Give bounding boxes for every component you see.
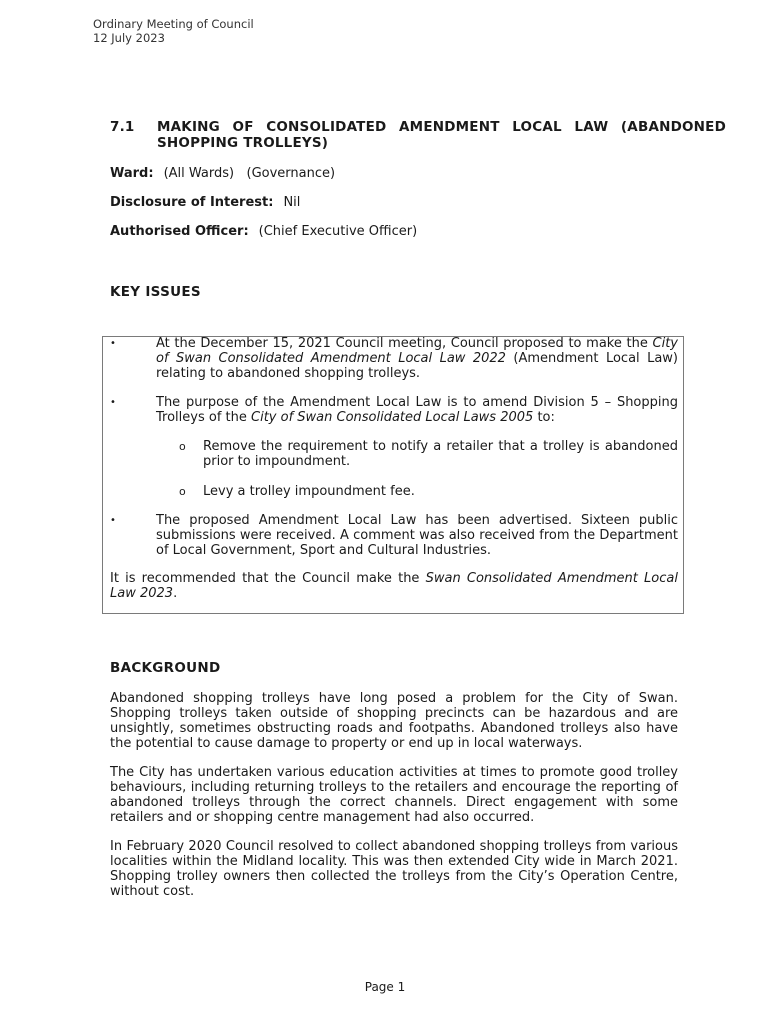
meeting-date: 12 July 2023: [93, 31, 165, 45]
recommendation-text: It is recommended that the Council make the: [110, 571, 426, 586]
sub-2-text: Levy a trolley impoundment fee.: [203, 484, 415, 499]
bullet-1-text-end: (Amendment Local Law) relating to abandoned shopping trolleys.: [156, 351, 678, 381]
disclosure-value: Nil: [283, 195, 301, 210]
bullet-2-text-end: to:: [533, 410, 555, 425]
bullet-glyph: •: [110, 515, 116, 526]
bullet-glyph: •: [110, 397, 116, 408]
background-paragraph-1: Abandoned shopping trolleys have long posed a problem for the City of Swan. Shopping trolleys taken outside of shopping precincts can be hazardous and are unsightly, sometimes obstructing roads and footpaths. Abandoned trolleys also have the potential to cause damage to property or end up in local waterways.: [110, 691, 678, 751]
recommendation-italic: Swan Consolidated Amendment Local Law 2023: [110, 571, 678, 601]
key-issues-heading: KEY ISSUES: [110, 284, 201, 300]
officer-line: [110, 224, 417, 240]
officer-value: (Chief Executive Officer): [258, 224, 418, 239]
bullet-1-italic: City of Swan Consolidated Amendment Local Law 2022: [156, 336, 678, 366]
disclosure-label: Disclosure of Interest:: [110, 195, 274, 210]
ward-label: Ward:: [110, 166, 154, 181]
disclosure-line: [110, 195, 300, 211]
background-heading: BACKGROUND: [110, 660, 221, 676]
bullet-1-text: At the December 15, 2021 Council meeting, Council proposed to make the: [156, 336, 653, 351]
key-issue-sub-2: [179, 484, 678, 499]
sub-bullet-glyph: o: [179, 440, 186, 453]
background-paragraph-2: The City has undertaken various education activities at times to promote good trolley behaviours, including returning trolleys to the retailers and encourage the reporting of abandoned trolleys through the correct channels. Direct engagement with some retailers and or shopping centre management had also occurred.: [110, 765, 678, 825]
recommendation-end: .: [173, 586, 178, 601]
background-paragraph-3: In February 2020 Council resolved to collect abandoned shopping trolleys from various localities within the Midland locality. This was then extended City wide in March 2021. Shopping trolley owners then collected the trolleys from the City’s Operation Centre, without cost.: [110, 839, 678, 899]
bullet-glyph: •: [110, 338, 116, 349]
item-title-block: [110, 119, 726, 151]
meeting-name: Ordinary Meeting of Council: [93, 17, 254, 31]
bullet-2-italic: City of Swan Consolidated Local Laws 2005: [251, 410, 534, 425]
bullet-2-text: The purpose of the Amendment Local Law is to amend Division 5 – Shopping Trolleys of the: [156, 395, 678, 425]
key-issue-bullet-2: [110, 395, 678, 425]
page-header: [93, 17, 254, 45]
bullet-3-text: The proposed Amendment Local Law has been advertised. Sixteen public submissions were received. A comment was also received from the Department of Local Government, Sport and Cultural Industries.: [156, 513, 678, 558]
sub-bullet-glyph: o: [179, 485, 186, 498]
officer-label: Authorised Officer:: [110, 224, 249, 239]
item-title: MAKING OF CONSOLIDATED AMENDMENT LOCAL LAW (ABANDONED SHOPPING TROLLEYS): [157, 119, 726, 151]
key-issue-bullet-1: [110, 336, 678, 381]
key-issue-sub-1: [179, 439, 678, 469]
ward-line: [110, 166, 335, 182]
ward-value: (All Wards) (Governance): [163, 166, 336, 181]
key-issues-recommendation: [110, 571, 678, 601]
key-issue-bullet-3: [110, 513, 678, 558]
sub-1-text: Remove the requirement to notify a retailer that a trolley is abandoned prior to impoundment.: [203, 439, 678, 469]
item-number: 7.1: [110, 119, 135, 135]
page-number: Page 1: [364, 980, 406, 994]
